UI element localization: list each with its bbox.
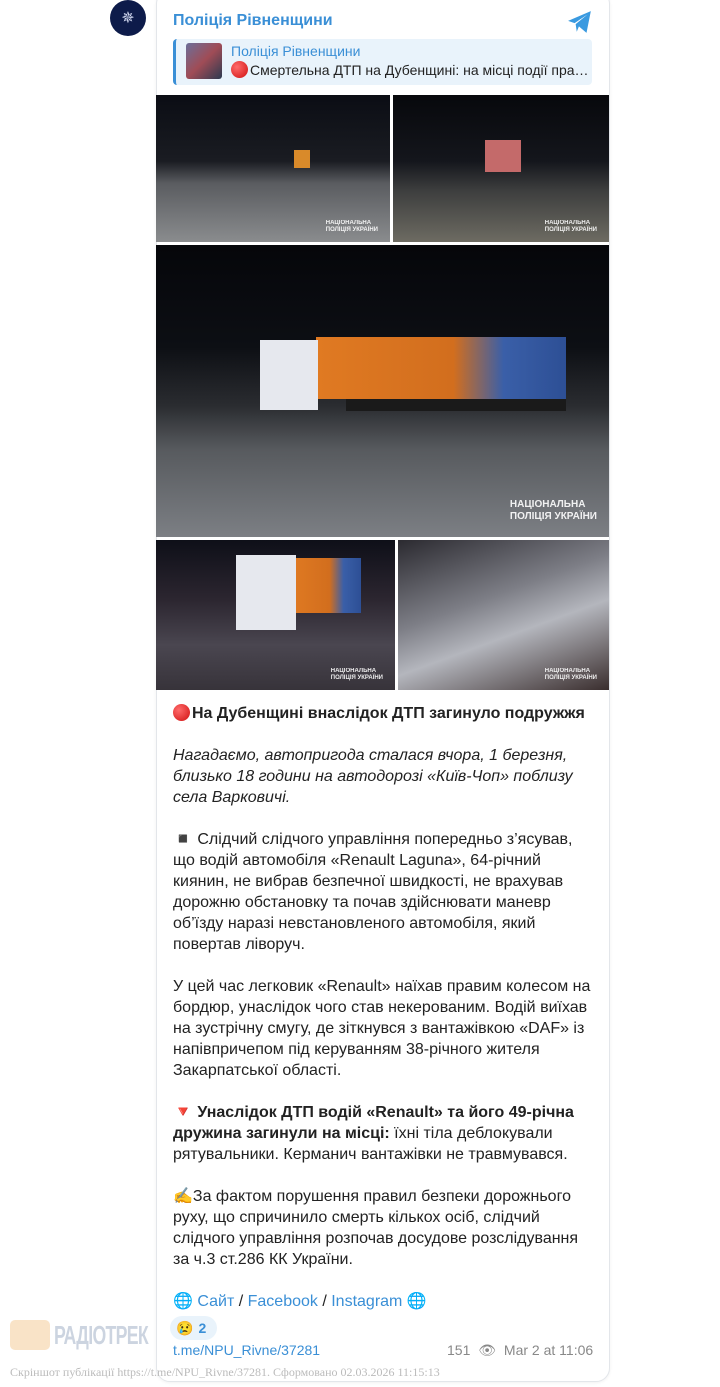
post-paragraph: 🔻 Унаслідок ДТП водій «Renault» та його 49-річна дружина загинули на місці: їхні тіла деблокували рятувальники. Керманич вантажівки не травмувався. — [173, 1104, 574, 1163]
police-watermark: НАЦІОНАЛЬНА ПОЛІЦІЯ УКРАЇНИ — [544, 668, 597, 681]
post-text — [173, 703, 598, 1291]
channel-name[interactable]: Поліція Рівненщини — [173, 12, 333, 29]
globe-icon: 🌐 — [173, 1293, 193, 1310]
reaction-count: 2 — [198, 1320, 207, 1336]
links-row: 🌐 Сайт / Facebook / Instagram 🌐 — [173, 1293, 427, 1310]
radiotrek-logo: РАДІОТРЕК — [10, 1318, 160, 1352]
reply-thumbnail — [186, 43, 222, 79]
reply-author: Поліція Рівненщини — [231, 43, 361, 59]
reply-text: Смертельна ДТП на Дубенщині: на місці події пра… — [250, 62, 589, 78]
facebook-link[interactable]: Facebook — [247, 1293, 318, 1310]
post-date: Mar 2 at 11:06 — [503, 1342, 594, 1358]
reply-preview[interactable] — [173, 39, 592, 85]
screenshot-note: Скріншот публікації https://t.me/NPU_Rivne/37281. Сформовано 02.03.2026 11:15:13 — [10, 1365, 440, 1379]
post-link[interactable]: t.me/NPU_Rivne/37281 — [173, 1342, 321, 1358]
post-paragraph: ◾️ Слідчий слідчого управління попередньо з’ясував, що водій автомобіля «Renault Laguna», 64-річний киянин, не вибрав безпечної швидкості, не врахував дорожню обстановку та почав здійснювати маневр об’їзду наразі невстановленого автомобіля, який повертав ліворуч. — [173, 831, 573, 953]
photo-road-night[interactable] — [156, 95, 390, 242]
police-watermark: НАЦІОНАЛЬНА ПОЛІЦІЯ УКРАЇНИ — [544, 220, 597, 233]
post-paragraph: Нагадаємо, автопригода сталася вчора, 1 березня, близько 18 години на автодорозі «Київ-Чоп» поблизу села Варковичі. — [173, 747, 573, 806]
crying-face-icon: 😢 — [176, 1319, 194, 1336]
post-meta — [447, 1342, 593, 1358]
police-watermark: НАЦІОНАЛЬНА ПОЛІЦІЯ УКРАЇНИ — [325, 220, 378, 233]
globe-icon: 🌐 — [406, 1293, 427, 1310]
photo-truck-main[interactable] — [156, 245, 609, 537]
red-circle-icon — [173, 704, 190, 721]
red-circle-icon — [231, 61, 248, 78]
photo-crash-scene[interactable] — [393, 95, 609, 242]
post-paragraph: ✍️За фактом порушення правил безпеки дорожнього руху, що спричинило смерть кількох осіб, слідчий слідчого управління розпочав досудове розслідування за ч.3 ст.286 КК України. — [173, 1188, 579, 1268]
site-link[interactable]: Сайт — [197, 1293, 235, 1310]
police-watermark: НАЦІОНАЛЬНА ПОЛІЦІЯ УКРАЇНИ — [509, 499, 597, 522]
photo-truck-front[interactable] — [156, 540, 395, 690]
eye-icon: 👁 — [478, 1342, 497, 1358]
instagram-link[interactable]: Instagram — [331, 1293, 403, 1310]
post-paragraph: У цей час легковик «Renault» наїхав правим колесом на бордюр, унаслідок чого став некерованим. Водій виїхав на зустрічну смугу, де зіткнувся з вантажівкою «DAF» із напівпричепом під керуванням 38-річного жителя Закарпатської області. — [173, 978, 591, 1079]
photo-wrecked-car[interactable] — [398, 540, 609, 690]
police-watermark: НАЦІОНАЛЬНА ПОЛІЦІЯ УКРАЇНИ — [330, 668, 383, 681]
telegram-icon[interactable] — [567, 10, 593, 34]
view-count: 151 — [447, 1342, 471, 1358]
reaction-button[interactable] — [170, 1316, 217, 1340]
post-title: На Дубенщині внаслідок ДТП загинуло подружжя — [192, 705, 585, 722]
channel-avatar[interactable]: ✵ — [110, 0, 146, 36]
